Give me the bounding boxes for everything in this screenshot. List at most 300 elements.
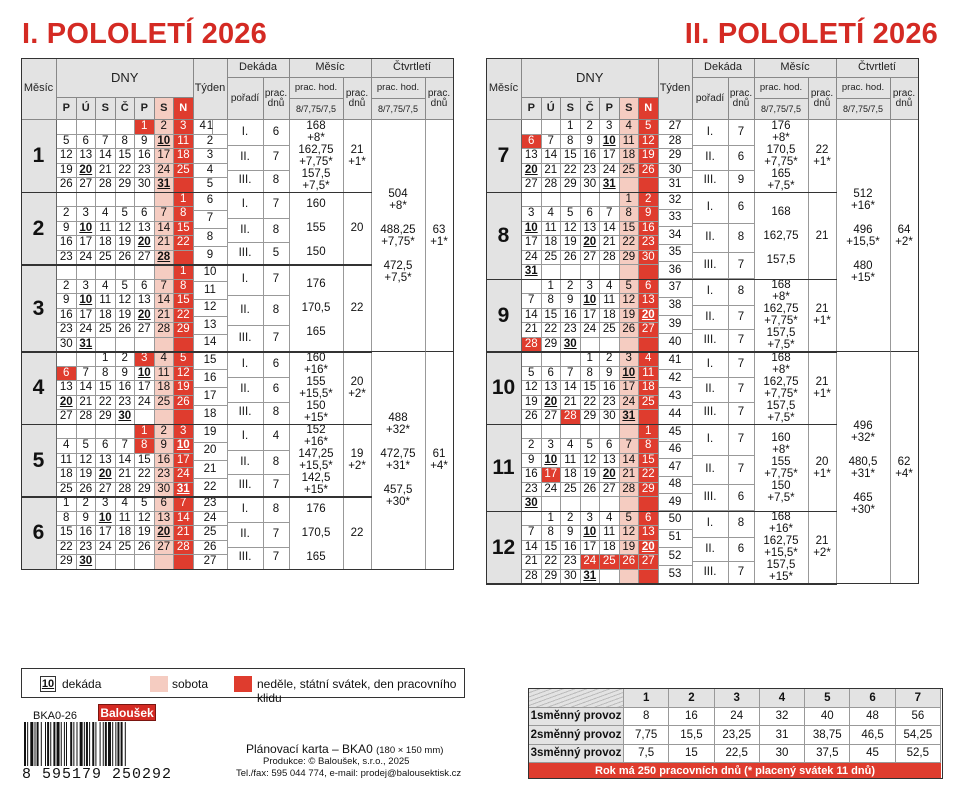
day-cell: 2 bbox=[77, 497, 97, 512]
shift-value: 8 bbox=[624, 708, 669, 727]
day-cell: 2 bbox=[561, 280, 581, 295]
day-cell: 16 bbox=[57, 309, 77, 324]
day-cell: 30 bbox=[116, 410, 136, 425]
dekada-prac-dnu: 7 bbox=[264, 326, 290, 352]
barcode-icon bbox=[22, 722, 170, 766]
day-cell: 2 bbox=[581, 120, 601, 135]
legend bbox=[21, 668, 465, 705]
day-cell: 28 bbox=[542, 178, 562, 193]
day-cell: 17 bbox=[174, 454, 194, 469]
dekada-poradi: I. bbox=[693, 193, 729, 224]
dekada-poradi: I. bbox=[693, 120, 729, 146]
dekada-poradi: II. bbox=[693, 306, 729, 331]
day-cell bbox=[174, 410, 194, 425]
day-cell: 12 bbox=[57, 149, 77, 164]
day-cell: 30 bbox=[561, 570, 581, 585]
day-cell: 3 bbox=[600, 120, 620, 135]
dekada-prac-dnu: 4 bbox=[264, 425, 290, 451]
day-cell: 19 bbox=[135, 526, 155, 541]
day-cell bbox=[116, 265, 136, 280]
day-cell: 20 bbox=[57, 396, 77, 411]
day-cell: 25 bbox=[116, 541, 136, 556]
day-cell: 28 bbox=[522, 338, 542, 353]
month-days: 20 bbox=[344, 193, 372, 266]
day-cell: 12 bbox=[77, 454, 97, 469]
day-cell: 25 bbox=[96, 323, 116, 338]
dekada-poradi: II. bbox=[228, 296, 264, 326]
dekada-poradi: I. bbox=[228, 120, 264, 146]
quarter-days: 64 +2* bbox=[891, 120, 919, 352]
week-number: 2 bbox=[194, 135, 228, 150]
day-cell: 28 bbox=[561, 410, 581, 425]
day-cell: 13 bbox=[96, 454, 116, 469]
header-weekday: N bbox=[639, 98, 659, 120]
month-separator bbox=[21, 424, 372, 426]
day-cell: 25 bbox=[620, 164, 640, 179]
day-cell: 2 bbox=[522, 439, 542, 454]
day-cell: 11 bbox=[542, 222, 562, 237]
day-cell: 20 bbox=[542, 396, 562, 411]
day-cell: 29 bbox=[561, 178, 581, 193]
day-cell: 13 bbox=[600, 454, 620, 469]
calendar-first-half bbox=[21, 58, 454, 570]
day-cell: 1 bbox=[57, 497, 77, 512]
dekada-poradi: III. bbox=[693, 253, 729, 279]
day-cell: 11 bbox=[96, 294, 116, 309]
month-separator bbox=[486, 192, 837, 194]
day-cell bbox=[620, 497, 640, 512]
day-cell: 25 bbox=[600, 555, 620, 570]
day-cell bbox=[57, 120, 77, 135]
dekada-poradi: I. bbox=[228, 425, 264, 451]
day-cell: 1 bbox=[620, 193, 640, 208]
legend-dekada-label: dekáda bbox=[62, 677, 102, 691]
day-cell: 3 bbox=[135, 352, 155, 367]
quarter-hours: 488 +32* 472,75 +31* 457,5 +30* bbox=[372, 352, 426, 570]
day-cell bbox=[77, 352, 97, 367]
day-cell: 26 bbox=[77, 483, 97, 498]
legend-dekada-box: 10 bbox=[41, 678, 55, 690]
day-cell: 11 bbox=[174, 135, 194, 150]
day-cell: 13 bbox=[155, 512, 175, 527]
day-cell: 24 bbox=[620, 396, 640, 411]
day-cell: 27 bbox=[542, 410, 562, 425]
day-cell bbox=[174, 338, 194, 353]
day-cell: 25 bbox=[542, 251, 562, 266]
day-cell: 17 bbox=[600, 149, 620, 164]
month-separator bbox=[486, 583, 837, 585]
dekada-poradi: III. bbox=[228, 326, 264, 352]
day-cell: 15 bbox=[561, 149, 581, 164]
day-cell: 27 bbox=[639, 555, 659, 570]
day-cell: 24 bbox=[542, 483, 562, 498]
day-cell bbox=[155, 338, 175, 353]
day-cell: 31 bbox=[77, 338, 97, 353]
month-hours: 176 170,5 165 bbox=[290, 265, 344, 352]
month-days: 22 bbox=[344, 265, 372, 352]
day-cell bbox=[522, 280, 542, 295]
day-cell: 1 bbox=[96, 352, 116, 367]
day-cell bbox=[639, 410, 659, 425]
day-cell: 26 bbox=[581, 483, 601, 498]
day-cell: 13 bbox=[135, 294, 155, 309]
dekada-poradi: II. bbox=[228, 523, 264, 548]
day-cell: 12 bbox=[561, 222, 581, 237]
day-cell: 29 bbox=[57, 555, 77, 570]
day-cell: 10 bbox=[96, 512, 116, 527]
day-cell: 11 bbox=[600, 526, 620, 541]
dekada-poradi: III. bbox=[228, 243, 264, 265]
dekada-poradi: I. bbox=[693, 425, 729, 456]
day-cell: 15 bbox=[57, 526, 77, 541]
day-cell: 27 bbox=[600, 483, 620, 498]
day-cell: 22 bbox=[542, 323, 562, 338]
day-cell bbox=[77, 265, 97, 280]
day-cell: 14 bbox=[155, 222, 175, 237]
header-prac-hod: prac. hod. bbox=[372, 78, 426, 99]
week-number: 7 bbox=[194, 211, 228, 229]
month-number: 4 bbox=[21, 352, 57, 425]
day-cell: 3 bbox=[581, 280, 601, 295]
month-number: 2 bbox=[21, 193, 57, 266]
day-cell: 29 bbox=[96, 410, 116, 425]
shift-value: 15,5 bbox=[669, 726, 714, 745]
day-cell: 14 bbox=[600, 222, 620, 237]
day-cell: 12 bbox=[135, 512, 155, 527]
day-cell: 23 bbox=[57, 323, 77, 338]
dekada-prac-dnu: 8 bbox=[729, 280, 755, 306]
week-number: 39 bbox=[659, 316, 693, 334]
day-cell: 27 bbox=[135, 323, 155, 338]
header-weekday: P bbox=[522, 98, 542, 120]
day-cell: 17 bbox=[542, 468, 562, 483]
day-cell: 15 bbox=[542, 541, 562, 556]
day-cell bbox=[57, 265, 77, 280]
day-cell bbox=[620, 265, 640, 280]
dekada-prac-dnu: 8 bbox=[264, 497, 290, 523]
day-cell: 1 bbox=[174, 265, 194, 280]
day-cell: 22 bbox=[96, 396, 116, 411]
shift-value: 22,5 bbox=[715, 745, 760, 764]
day-cell: 27 bbox=[57, 410, 77, 425]
day-cell: 30 bbox=[600, 410, 620, 425]
day-cell: 21 bbox=[600, 236, 620, 251]
day-cell bbox=[600, 425, 620, 440]
week-number: 44 bbox=[659, 406, 693, 424]
day-cell bbox=[542, 120, 562, 135]
day-cell: 11 bbox=[600, 294, 620, 309]
day-cell: 21 bbox=[155, 236, 175, 251]
week-number: 23 bbox=[194, 497, 228, 512]
day-cell: 24 bbox=[135, 396, 155, 411]
day-cell: 21 bbox=[155, 309, 175, 324]
day-cell bbox=[581, 338, 601, 353]
month-days: 20 +2* bbox=[344, 352, 372, 425]
day-cell: 4 bbox=[96, 280, 116, 295]
day-cell: 27 bbox=[96, 483, 116, 498]
dekada-prac-dnu: 8 bbox=[729, 224, 755, 254]
header-weekday: N bbox=[174, 98, 194, 120]
day-cell: 21 bbox=[542, 164, 562, 179]
day-cell: 6 bbox=[542, 367, 562, 382]
week-number: 21 bbox=[194, 461, 228, 479]
day-cell: 24 bbox=[522, 251, 542, 266]
day-cell: 1 bbox=[639, 425, 659, 440]
quarter-hours: 496 +32* 480,5 +31* 465 +30* bbox=[837, 352, 891, 584]
dekada-prac-dnu: 7 bbox=[729, 562, 755, 584]
month-hours: 168 162,75 157,5 bbox=[755, 193, 809, 280]
day-cell: 9 bbox=[561, 526, 581, 541]
day-cell: 10 bbox=[542, 454, 562, 469]
day-cell: 25 bbox=[600, 323, 620, 338]
day-cell: 24 bbox=[155, 164, 175, 179]
day-cell: 5 bbox=[581, 439, 601, 454]
day-cell: 6 bbox=[57, 367, 77, 382]
day-cell: 20 bbox=[581, 236, 601, 251]
day-cell: 2 bbox=[155, 120, 175, 135]
day-cell: 10 bbox=[600, 135, 620, 150]
title-first-half: I. POLOLETÍ 2026 bbox=[22, 18, 267, 50]
day-cell: 9 bbox=[522, 454, 542, 469]
dekada-poradi: III. bbox=[693, 562, 729, 584]
day-cell: 17 bbox=[581, 309, 601, 324]
header-weekday: P bbox=[57, 98, 77, 120]
day-cell: 6 bbox=[600, 439, 620, 454]
day-cell bbox=[581, 497, 601, 512]
week-number: 53 bbox=[659, 566, 693, 584]
day-cell: 19 bbox=[116, 309, 136, 324]
day-cell: 20 bbox=[135, 236, 155, 251]
week-number: 52 bbox=[659, 548, 693, 566]
week-number: 3 bbox=[194, 149, 228, 164]
day-cell: 5 bbox=[57, 135, 77, 150]
day-cell: 26 bbox=[116, 323, 136, 338]
day-cell: 9 bbox=[135, 135, 155, 150]
month-separator bbox=[21, 569, 372, 571]
day-cell bbox=[620, 178, 640, 193]
day-cell: 19 bbox=[57, 164, 77, 179]
week-number: 49 bbox=[659, 494, 693, 511]
dekada-poradi: II. bbox=[693, 378, 729, 403]
day-cell: 12 bbox=[620, 526, 640, 541]
day-cell: 8 bbox=[561, 135, 581, 150]
month-days: 20 +1* bbox=[809, 425, 837, 512]
shift-table bbox=[528, 688, 943, 779]
month-days: 21 +1* bbox=[809, 280, 837, 353]
day-cell: 26 bbox=[561, 251, 581, 266]
day-cell: 12 bbox=[174, 367, 194, 382]
day-cell: 26 bbox=[620, 555, 640, 570]
day-cell: 15 bbox=[581, 381, 601, 396]
week-number: 36 bbox=[659, 262, 693, 279]
day-cell: 16 bbox=[600, 381, 620, 396]
header-weekday: S bbox=[96, 98, 116, 120]
day-cell: 5 bbox=[522, 367, 542, 382]
dekada-poradi: III. bbox=[693, 330, 729, 352]
header-prac-dnu: prac. dnů bbox=[344, 78, 372, 120]
day-cell: 22 bbox=[116, 164, 136, 179]
day-cell: 8 bbox=[620, 207, 640, 222]
day-cell: 7 bbox=[620, 439, 640, 454]
day-cell: 23 bbox=[581, 164, 601, 179]
dekada-prac-dnu: 7 bbox=[264, 265, 290, 296]
week-number: 30 bbox=[659, 164, 693, 179]
day-cell bbox=[522, 512, 542, 527]
dekada-prac-dnu: 6 bbox=[264, 352, 290, 378]
dekada-poradi: I. bbox=[228, 193, 264, 219]
header-weekday: Ú bbox=[542, 98, 562, 120]
month-separator bbox=[21, 351, 372, 353]
quarter-days: 62 +4* bbox=[891, 352, 919, 584]
day-cell: 20 bbox=[96, 468, 116, 483]
day-cell bbox=[135, 265, 155, 280]
day-cell: 26 bbox=[639, 164, 659, 179]
month-hours: 168 +8* 162,75 +7,75* 157,5 +7,5* bbox=[755, 280, 809, 353]
day-cell: 14 bbox=[542, 149, 562, 164]
month-days: 19 +2* bbox=[344, 425, 372, 498]
day-cell: 3 bbox=[96, 497, 116, 512]
day-cell: 14 bbox=[620, 454, 640, 469]
day-cell: 2 bbox=[600, 352, 620, 367]
dekada-prac-dnu: 7 bbox=[729, 330, 755, 352]
day-cell bbox=[620, 338, 640, 353]
month-hours: 168 +8* 162,75 +7,75* 157,5 +7,5* bbox=[290, 120, 344, 193]
day-cell: 15 bbox=[174, 294, 194, 309]
day-cell bbox=[116, 193, 136, 208]
day-cell: 31 bbox=[155, 178, 175, 193]
week-number: 11 bbox=[194, 282, 228, 299]
day-cell: 13 bbox=[77, 149, 97, 164]
week-number: 17 bbox=[194, 388, 228, 406]
day-cell bbox=[600, 497, 620, 512]
day-cell: 29 bbox=[542, 338, 562, 353]
day-cell: 4 bbox=[194, 120, 214, 135]
dekada-poradi: III. bbox=[693, 171, 729, 193]
day-cell: 16 bbox=[116, 381, 136, 396]
day-cell: 22 bbox=[620, 236, 640, 251]
day-cell: 28 bbox=[600, 251, 620, 266]
header-hod-sub: 8/7,75/7,5 bbox=[837, 99, 891, 120]
month-days: 22 +1* bbox=[809, 120, 837, 193]
day-cell: 5 bbox=[561, 207, 581, 222]
day-cell: 28 bbox=[620, 483, 640, 498]
day-cell: 25 bbox=[561, 483, 581, 498]
dekada-prac-dnu: 7 bbox=[264, 548, 290, 570]
dekada-prac-dnu: 8 bbox=[729, 512, 755, 538]
day-cell: 8 bbox=[542, 294, 562, 309]
week-number: 18 bbox=[194, 406, 228, 424]
month-number: 8 bbox=[486, 193, 522, 280]
day-cell: 27 bbox=[581, 251, 601, 266]
day-cell: 18 bbox=[561, 468, 581, 483]
shift-value: 31 bbox=[760, 726, 805, 745]
header-ctvrtleti: Čtvrtletí bbox=[837, 58, 919, 78]
day-cell: 4 bbox=[96, 207, 116, 222]
day-cell: 12 bbox=[116, 222, 136, 237]
week-number: 5 bbox=[194, 178, 228, 193]
card-title-text: Plánovací karta – BKA0 bbox=[246, 742, 373, 756]
day-cell: 14 bbox=[155, 294, 175, 309]
day-cell: 12 bbox=[522, 381, 542, 396]
header-prac-hod: prac. hod. bbox=[290, 78, 344, 99]
day-cell bbox=[639, 497, 659, 512]
day-cell: 23 bbox=[561, 323, 581, 338]
day-cell: 19 bbox=[77, 468, 97, 483]
header-mesic: Měsíc bbox=[21, 58, 57, 120]
dekada-prac-dnu: 6 bbox=[729, 146, 755, 171]
day-cell bbox=[620, 570, 640, 585]
day-cell: 2 bbox=[116, 352, 136, 367]
day-cell: 10 bbox=[581, 294, 601, 309]
day-cell bbox=[542, 497, 562, 512]
day-cell: 15 bbox=[620, 222, 640, 237]
dekada-poradi: II. bbox=[693, 146, 729, 171]
header-dny: DNY bbox=[522, 58, 659, 98]
header-mesic-col: Měsíc bbox=[755, 58, 837, 78]
dekada-poradi: I. bbox=[228, 265, 264, 296]
month-days: 21 +1* bbox=[344, 120, 372, 193]
day-cell: 4 bbox=[600, 512, 620, 527]
month-separator bbox=[21, 192, 372, 194]
day-cell: 9 bbox=[57, 294, 77, 309]
day-cell bbox=[620, 425, 640, 440]
day-cell: 30 bbox=[581, 178, 601, 193]
month-days: 22 bbox=[344, 497, 372, 570]
day-cell: 20 bbox=[77, 164, 97, 179]
dekada-prac-dnu: 7 bbox=[729, 306, 755, 331]
day-cell: 27 bbox=[135, 251, 155, 266]
day-cell: 19 bbox=[522, 396, 542, 411]
day-cell: 11 bbox=[57, 454, 77, 469]
week-number: 20 bbox=[194, 443, 228, 461]
week-number: 13 bbox=[194, 317, 228, 334]
day-cell: 3 bbox=[174, 425, 194, 440]
day-cell: 13 bbox=[639, 526, 659, 541]
header-tyden: Týden bbox=[659, 58, 693, 120]
day-cell: 16 bbox=[57, 236, 77, 251]
day-cell: 1 bbox=[135, 425, 155, 440]
brand-logo: Baloušek bbox=[98, 704, 156, 721]
day-cell: 17 bbox=[620, 381, 640, 396]
day-cell bbox=[600, 338, 620, 353]
day-cell: 2 bbox=[57, 207, 77, 222]
dekada-prac-dnu: 7 bbox=[264, 146, 290, 171]
week-number: 32 bbox=[659, 193, 693, 210]
month-separator bbox=[486, 511, 837, 513]
month-days: 21 +2* bbox=[809, 512, 837, 585]
shift-value: 38,75 bbox=[805, 726, 850, 745]
day-cell: 7 bbox=[600, 207, 620, 222]
week-number: 10 bbox=[194, 265, 228, 282]
month-hours: 160 +8* 155 +7,75* 150 +7,5* bbox=[755, 425, 809, 512]
header-prac-hod: prac. hod. bbox=[755, 78, 809, 99]
dekada-poradi: I. bbox=[693, 512, 729, 538]
day-cell bbox=[116, 338, 136, 353]
produkce-text: Produkce: © Baloušek, s.r.o., 2025 bbox=[263, 756, 410, 767]
day-cell: 26 bbox=[57, 178, 77, 193]
dekada-poradi: II. bbox=[228, 146, 264, 171]
day-cell bbox=[600, 193, 620, 208]
day-cell: 9 bbox=[581, 135, 601, 150]
day-cell: 8 bbox=[135, 439, 155, 454]
day-cell bbox=[542, 193, 562, 208]
day-cell: 25 bbox=[639, 396, 659, 411]
day-cell: 31 bbox=[600, 178, 620, 193]
day-cell: 12 bbox=[581, 454, 601, 469]
day-cell: 11 bbox=[620, 135, 640, 150]
dekada-poradi: III. bbox=[228, 548, 264, 570]
day-cell: 15 bbox=[96, 381, 116, 396]
